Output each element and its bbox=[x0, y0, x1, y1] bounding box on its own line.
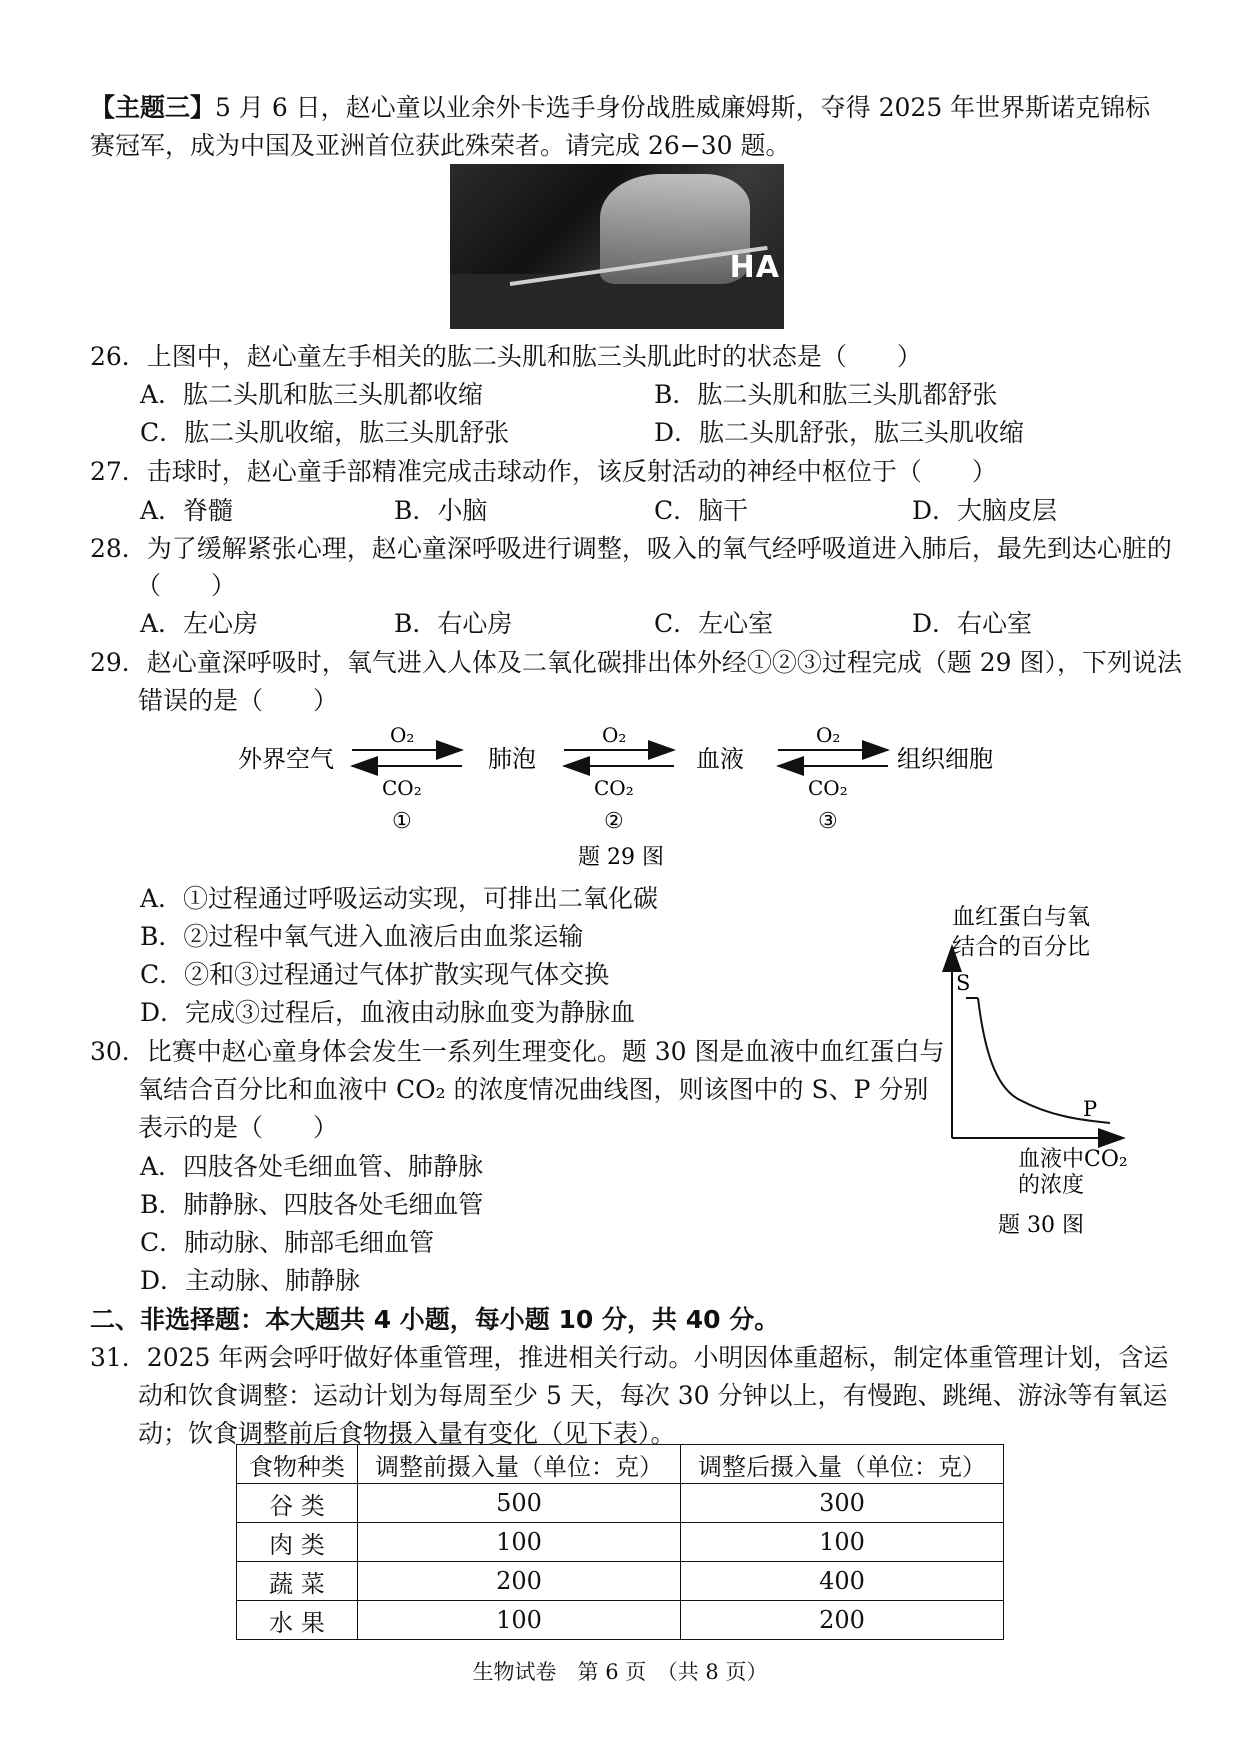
header-after: 调整后摄入量（单位：克） bbox=[681, 1445, 1004, 1484]
q29-option-b: B．②过程中氧气进入血液后由血浆运输 bbox=[140, 922, 584, 951]
q26-stem: 26．上图中，赵心童左手相关的肱二头肌和肱三头肌此时的状态是（ ） bbox=[90, 342, 922, 371]
q29-stem-2: 错误的是（ ） bbox=[138, 686, 339, 715]
co2-label-2: CO₂ bbox=[594, 776, 634, 800]
theme-line-2: 赛冠军，成为中国及亚洲首位获此殊荣者。请完成 26−30 题。 bbox=[90, 131, 791, 160]
q28-option-a: A．左心房 bbox=[140, 609, 259, 638]
o2-label-3: O₂ bbox=[816, 723, 841, 747]
q27-stem: 27．击球时，赵心童手部精准完成击球动作，该反射活动的神经中枢位于（ ） bbox=[90, 457, 997, 486]
fig30-point-p: P bbox=[1083, 1097, 1098, 1121]
q28-stem-1: 28．为了缓解紧张心理，赵心童深呼吸进行调整，吸入的氧气经呼吸道进入肺后，最先到达心脏的 bbox=[90, 534, 1172, 563]
q26-option-d: D．肱二头肌舒张，肱三头肌收缩 bbox=[654, 418, 1025, 447]
table-header-row bbox=[237, 1445, 1004, 1484]
q31-line-3: 动；饮食调整前后食物摄入量有变化（见下表）。 bbox=[138, 1419, 676, 1448]
header-food-type: 食物种类 bbox=[237, 1445, 358, 1484]
header-before: 调整前摄入量（单位：克） bbox=[358, 1445, 681, 1484]
table-cell: 300 bbox=[681, 1484, 1004, 1523]
q31-line-2: 动和饮食调整：运动计划为每周至少 5 天，每次 30 分钟以上，有慢跑、跳绳、游泳等有氧运 bbox=[138, 1381, 1168, 1410]
q26-option-c: C．肱二头肌收缩，肱三头肌舒张 bbox=[140, 418, 510, 447]
q26-option-a: A．肱二头肌和肱三头肌都收缩 bbox=[140, 380, 484, 409]
fig30-ylabel-1: 血红蛋白与氧 bbox=[952, 904, 1090, 930]
fig29-caption: 题 29 图 bbox=[578, 845, 664, 870]
q30-option-d: D．主动脉、肺静脉 bbox=[140, 1266, 361, 1295]
table-cell: 100 bbox=[358, 1523, 681, 1562]
table-row bbox=[237, 1601, 1004, 1640]
fig30-xlabel-2: 的浓度 bbox=[1018, 1173, 1085, 1198]
label-tissue-cells: 组织细胞 bbox=[897, 745, 993, 773]
table-cell: 400 bbox=[681, 1562, 1004, 1601]
fig30-caption: 题 30 图 bbox=[998, 1213, 1084, 1238]
table-cell: 200 bbox=[681, 1601, 1004, 1640]
food-intake-table bbox=[236, 1444, 1004, 1640]
co2-label-1: CO₂ bbox=[382, 776, 422, 800]
q30-stem-3: 表示的是（ ） bbox=[138, 1113, 339, 1142]
photo-banner-text: HA bbox=[729, 250, 780, 285]
q29-stem-1: 29．赵心童深呼吸时，氧气进入人体及二氧化碳排出体外经①②③过程完成（题 29 图），下列说法 bbox=[90, 648, 1183, 677]
theme-tag: 【主题三】 bbox=[90, 93, 216, 122]
table-row bbox=[237, 1562, 1004, 1601]
process-number-1: ① bbox=[392, 809, 412, 834]
label-outside-air: 外界空气 bbox=[238, 745, 334, 773]
q28-option-c: C．左心室 bbox=[654, 609, 774, 638]
o2-label-2: O₂ bbox=[602, 723, 627, 747]
q28-stem-2: （ ） bbox=[136, 571, 237, 600]
q29-option-d: D．完成③过程后，血液由动脉血变为静脉血 bbox=[140, 998, 636, 1027]
q30-stem-2: 氧结合百分比和血液中 CO₂ 的浓度情况曲线图，则该图中的 S、P 分别 bbox=[138, 1075, 929, 1104]
table-cell: 谷 类 bbox=[237, 1484, 358, 1523]
fig30-ylabel-2: 结合的百分比 bbox=[952, 934, 1090, 960]
q27-option-d: D．大脑皮层 bbox=[912, 496, 1058, 525]
section-2-heading: 二、非选择题：本大题共 4 小题，每小题 10 分，共 40 分。 bbox=[90, 1305, 780, 1334]
q28-option-d: D．右心室 bbox=[912, 609, 1033, 638]
co2-label-3: CO₂ bbox=[808, 776, 848, 800]
q30-option-a: A．四肢各处毛细血管、肺静脉 bbox=[140, 1152, 484, 1181]
fig30-xlabel-1: 血液中CO₂ bbox=[1018, 1147, 1128, 1172]
table-cell: 200 bbox=[358, 1562, 681, 1601]
theme-text-1: 5 月 6 日，赵心童以业余外卡选手身份战胜威廉姆斯，夺得 2025 年世界斯诺克锦标 bbox=[215, 93, 1151, 122]
table-row bbox=[237, 1523, 1004, 1562]
table-cell: 500 bbox=[358, 1484, 681, 1523]
table-cell: 100 bbox=[681, 1523, 1004, 1562]
table-cell: 水 果 bbox=[237, 1601, 358, 1640]
q29-option-c: C．②和③过程通过气体扩散实现气体交换 bbox=[140, 960, 610, 989]
q28-option-b: B．右心房 bbox=[394, 609, 513, 638]
q31-line-1: 31．2025 年两会呼吁做好体重管理，推进相关行动。小明因体重超标，制定体重管理计划，含运 bbox=[90, 1343, 1169, 1372]
q27-option-a: A．脊髓 bbox=[140, 496, 234, 525]
q27-option-b: B．小脑 bbox=[394, 496, 488, 525]
snooker-photo bbox=[450, 164, 784, 329]
q30-option-c: C．肺动脉、肺部毛细血管 bbox=[140, 1228, 435, 1257]
label-alveoli: 肺泡 bbox=[488, 745, 536, 773]
q29-option-a: A．①过程通过呼吸运动实现，可排出二氧化碳 bbox=[140, 884, 659, 913]
process-number-2: ② bbox=[604, 809, 624, 834]
q27-option-c: C．脑干 bbox=[654, 496, 749, 525]
fig30-point-s: S bbox=[956, 971, 971, 995]
table-row bbox=[237, 1484, 1004, 1523]
process-number-3: ③ bbox=[818, 809, 838, 834]
q26-option-b: B．肱二头肌和肱三头肌都舒张 bbox=[654, 380, 998, 409]
label-blood: 血液 bbox=[696, 745, 744, 773]
q30-option-b: B．肺静脉、四肢各处毛细血管 bbox=[140, 1190, 484, 1219]
table-cell: 肉 类 bbox=[237, 1523, 358, 1562]
page-footer: 生物试卷 第 6 页 （共 8 页） bbox=[472, 1660, 768, 1684]
table-cell: 100 bbox=[358, 1601, 681, 1640]
q29-figure bbox=[200, 722, 1020, 872]
table-cell: 蔬 菜 bbox=[237, 1562, 358, 1601]
theme-line-1 bbox=[90, 91, 1150, 125]
o2-label-1: O₂ bbox=[390, 723, 415, 747]
q30-stem-1: 30．比赛中赵心童身体会发生一系列生理变化。题 30 图是血液中血红蛋白与 bbox=[90, 1037, 945, 1066]
q30-figure bbox=[940, 898, 1160, 1238]
